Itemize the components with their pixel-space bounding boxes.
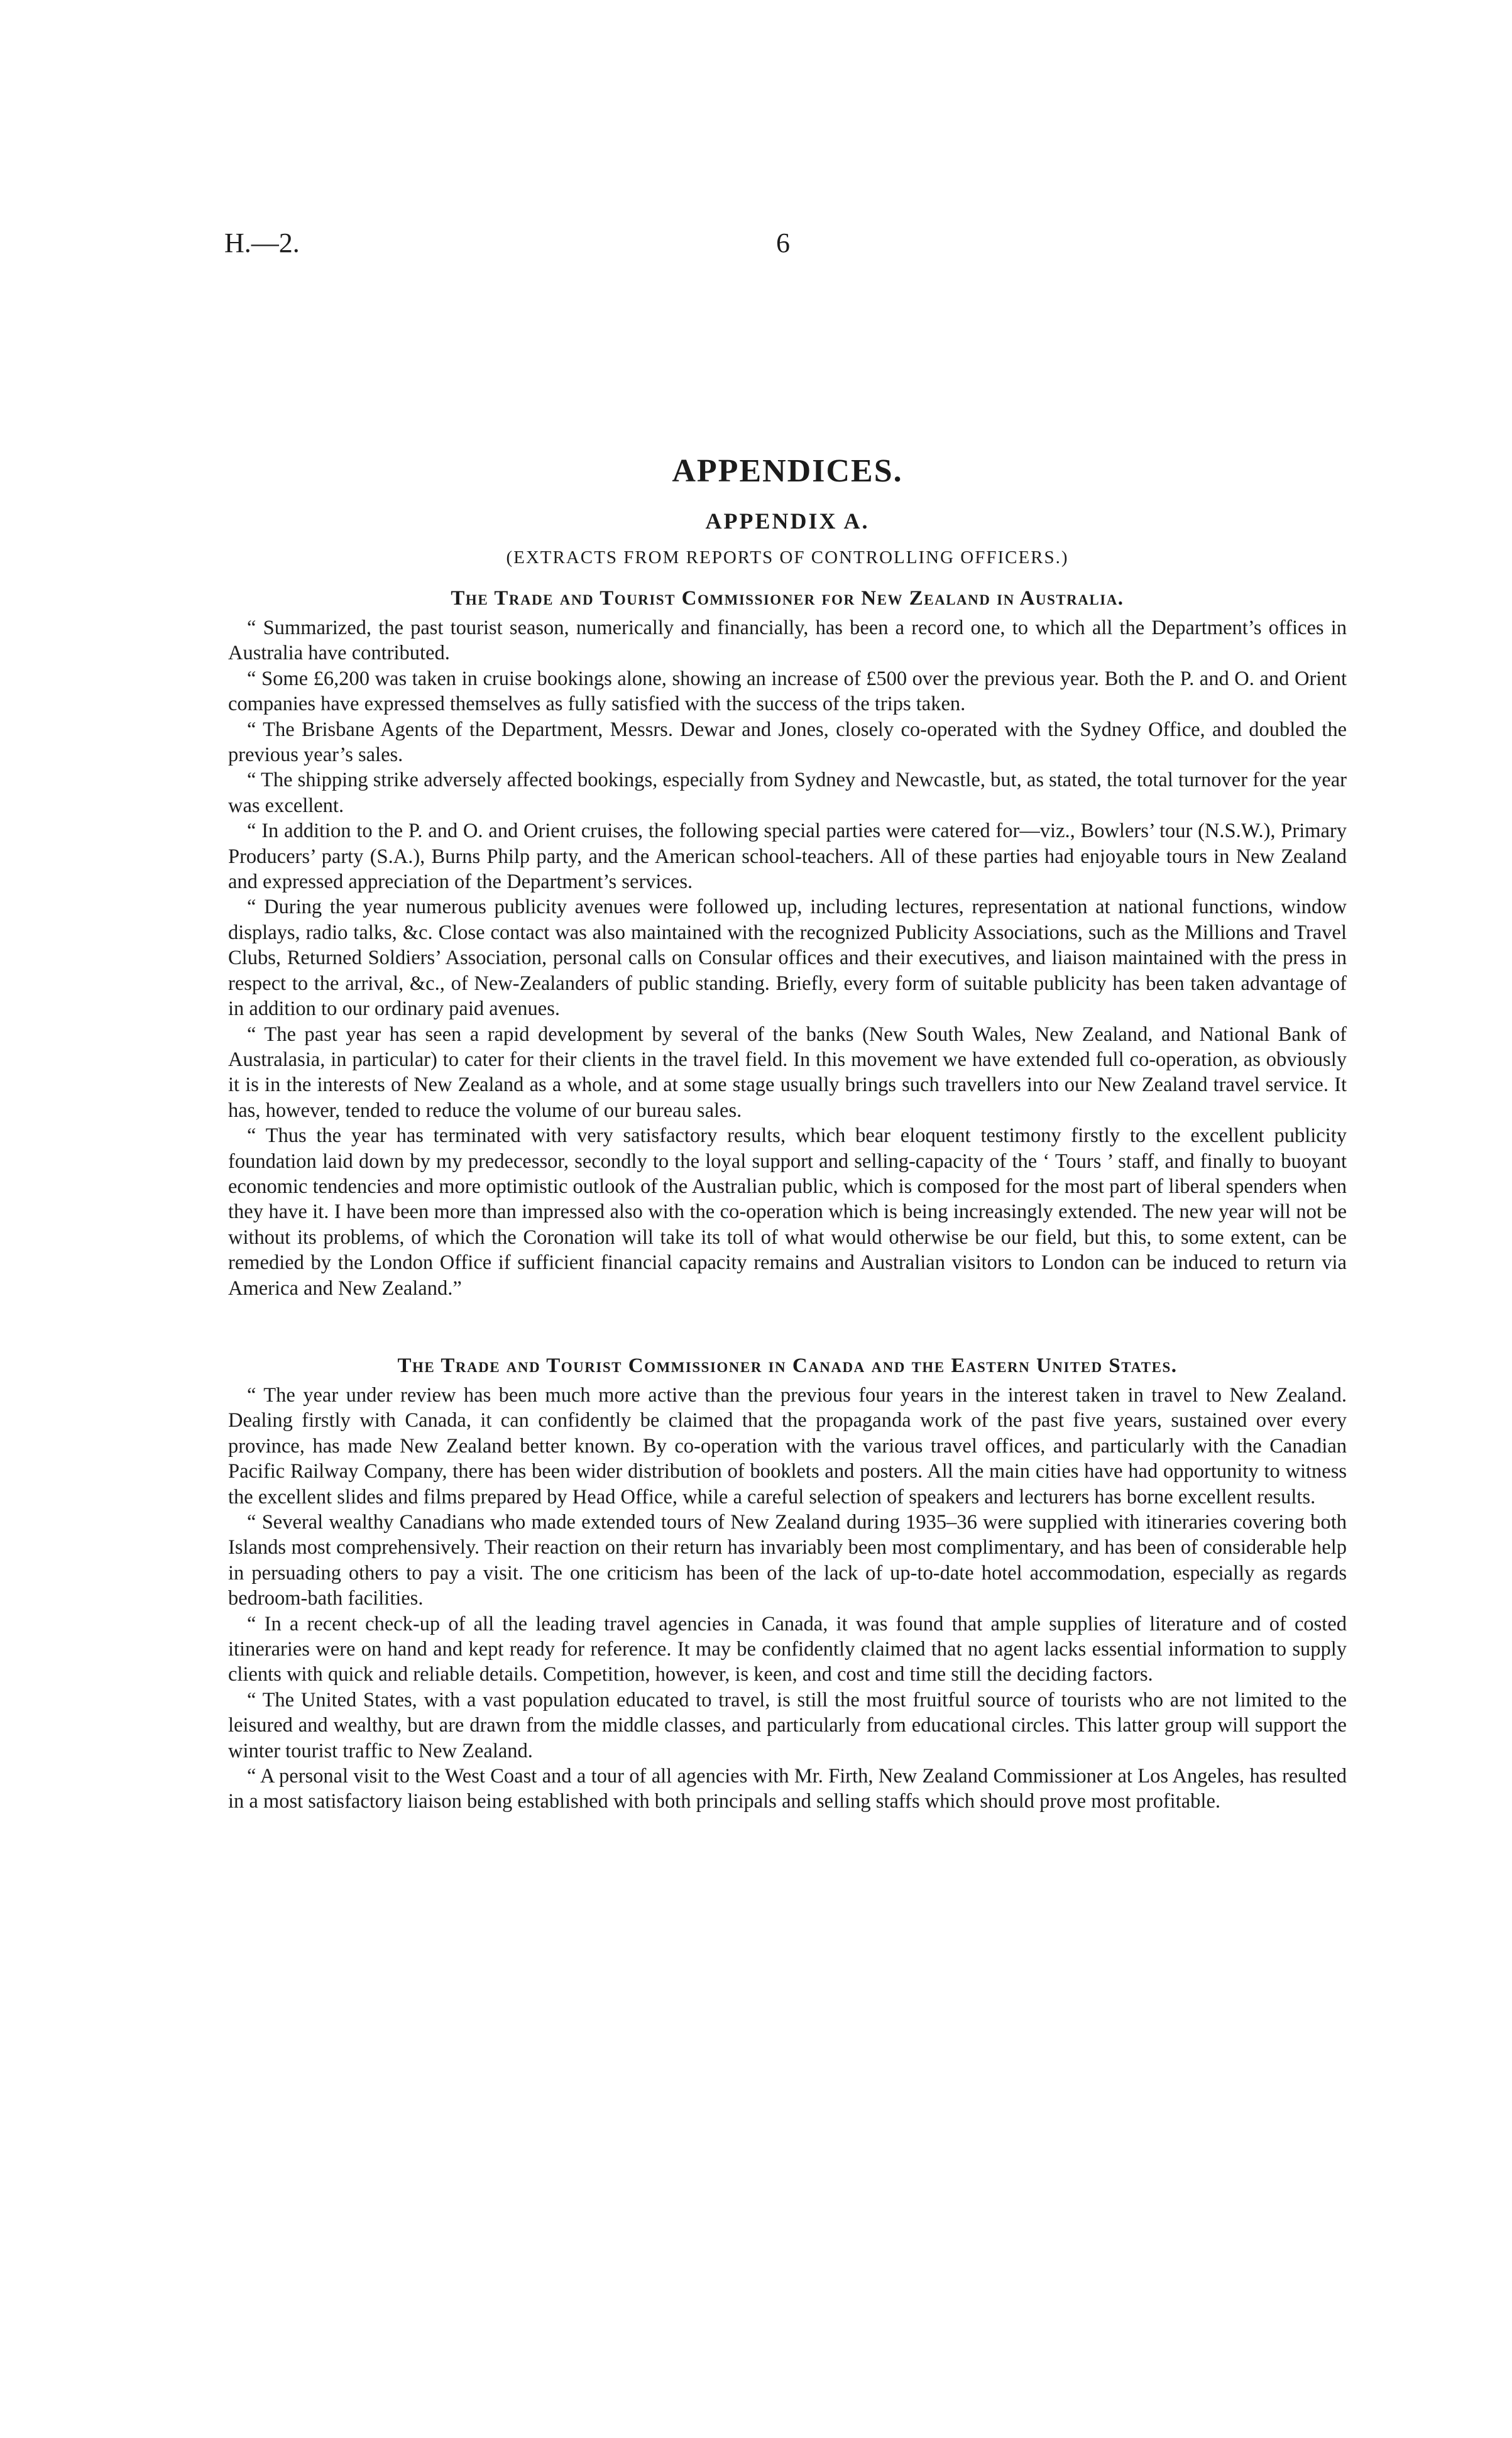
paragraph: “ The year under review has been much more active than the previous four years in the interest taken in travel to New Zealand. Dealing firstly with Canada, it can confidently be claimed that the propaganda work of the past five years, sustained over every province, has made New Zealand better known. By co-operation with the various travel offices, and particularly with the Canadian Pacific Railway Company, there has been wider distribution of booklets and posters. All the main cities have had opportunity to witness the excellent slides and films prepared by Head Office, while a careful selection of speakers and lecturers has borne excellent results. — [228, 1383, 1347, 1508]
paragraph: “ The United States, with a vast population educated to travel, is still the most fruitful source of tourists who are not limited to the leisured and wealthy, but are drawn from the middle classes, and particularly from educational circles. This latter group will support the winter tourist traffic to New Zealand. — [228, 1688, 1347, 1762]
paragraph: “ In addition to the P. and O. and Orient cruises, the following special parties were catered for—viz., Bowlers’ tour (N.S.W.), Primary Producers’ party (S.A.), Burns Philp party, and the American school-teachers. All of these parties had enjoyable tours in New Zealand and expressed appreciation of the Department’s services. — [228, 820, 1347, 894]
section-canada — [228, 1349, 1347, 1815]
paragraph: “ The Brisbane Agents of the Department, Messrs. Dewar and Jones, closely co-operated with the Sydney Office, and doubled the previous year’s sales. — [228, 718, 1347, 767]
section-heading-australia: The Trade and Tourist Commissioner for New Zealand in Australia. — [451, 587, 1124, 610]
page-content — [228, 443, 1347, 1815]
paragraph: “ Summarized, the past tourist season, numerically and financially, has been a record one, to which all the Department’s offices in Australia have contributed. — [228, 617, 1347, 665]
paragraph: “ During the year numerous publicity avenues were followed up, including lectures, representation at national functions, window displays, radio talks, &c. Close contact was also maintained with the recognized Publicity Associations, such as the Millions and Travel Clubs, Returned Soldiers’ Association, personal calls on Consular offices and their executives, and liaison maintained with the press in respect to the arrival, &c., of New-Zealanders of public standing. Briefly, every form of suitable publicity has been taken advantage of in addition to our ordinary paid avenues. — [228, 896, 1347, 1021]
paragraph: “ The past year has seen a rapid development by several of the banks (New South Wales, New Zealand, and National Bank of Australasia, in particular) to cater for their clients in the travel field. In this movement we have extended full co-operation, as obviously it is in the interests of New Zealand as a whole, and at some stage usually brings such travellers into our New Zealand travel service. It has, however, tended to reduce the volume of our bureau sales. — [228, 1023, 1347, 1122]
section-australia — [228, 581, 1347, 1301]
paragraph: “ The shipping strike adversely affected bookings, especially from Sydney and Newcastle, but, as stated, the total turnover for the year was excellent. — [228, 769, 1347, 817]
paragraph: “ Thus the year has terminated with very satisfactory results, which bear eloquent testimony firstly to the excellent publicity foundation laid down by my predecessor, secondly to the loyal support and selling-capacity of the ‘ Tours ’ staff, and finally to buoyant economic tendencies and more optimistic outlook of the Australian public, which is composed for the most part of liberal spenders when they have it. I have been more than impressed also with the co-operation which is being increasingly extended. The new year will not be without its problems, of which the Coronation will take its toll of what would otherwise be our field, but this, to some extent, can be remedied by the London Office if sufficient financial capacity remains and Australian visitors to London can be induced to return via America and New Zealand.” — [228, 1124, 1347, 1300]
section-heading-canada: The Trade and Tourist Commissioner in Canada and the Eastern United States. — [397, 1354, 1178, 1377]
paragraph: “ Some £6,200 was taken in cruise bookings alone, showing an increase of £500 over the previous year. Both the P. and O. and Orient companies have expressed themselves as fully satisfied with the success of the trips taken. — [228, 667, 1347, 716]
page-header — [224, 224, 790, 262]
appendix-title: APPENDIX A. — [705, 508, 870, 534]
document-reference: H.—2. — [224, 228, 300, 258]
paragraph: “ In a recent check-up of all the leading travel agencies in Canada, it was found that ample supplies of literature and of costed itineraries were on hand and kept ready for reference. It may be confidently claimed that no agent lacks essential information to supply clients with quick and reliable details. Competition, however, is keen, and cost and time still the deciding factors. — [228, 1612, 1347, 1686]
paragraph: “ Several wealthy Canadians who made extended tours of New Zealand during 1935–36 were supplied with itineraries covering both Islands most comprehensively. Their reaction on their return has invariably been most complimentary, and has been of considerable help in persuading others to pay a visit. The one criticism has been of the lack of up-to-date hotel accommodation, especially as regards bedroom-bath facilities. — [228, 1511, 1347, 1610]
extracts-heading: (EXTRACTS FROM REPORTS OF CONTROLLING OFFICERS.) — [506, 547, 1069, 568]
paragraph: “ A personal visit to the West Coast and a tour of all agencies with Mr. Firth, New Zealand Commissioner at Los Angeles, has resulted in a most satisfactory liaison being established with both principals and selling staffs which should prove most profitable. — [228, 1765, 1347, 1813]
page-number: 6 — [776, 228, 790, 258]
main-title: APPENDICES. — [672, 453, 903, 489]
